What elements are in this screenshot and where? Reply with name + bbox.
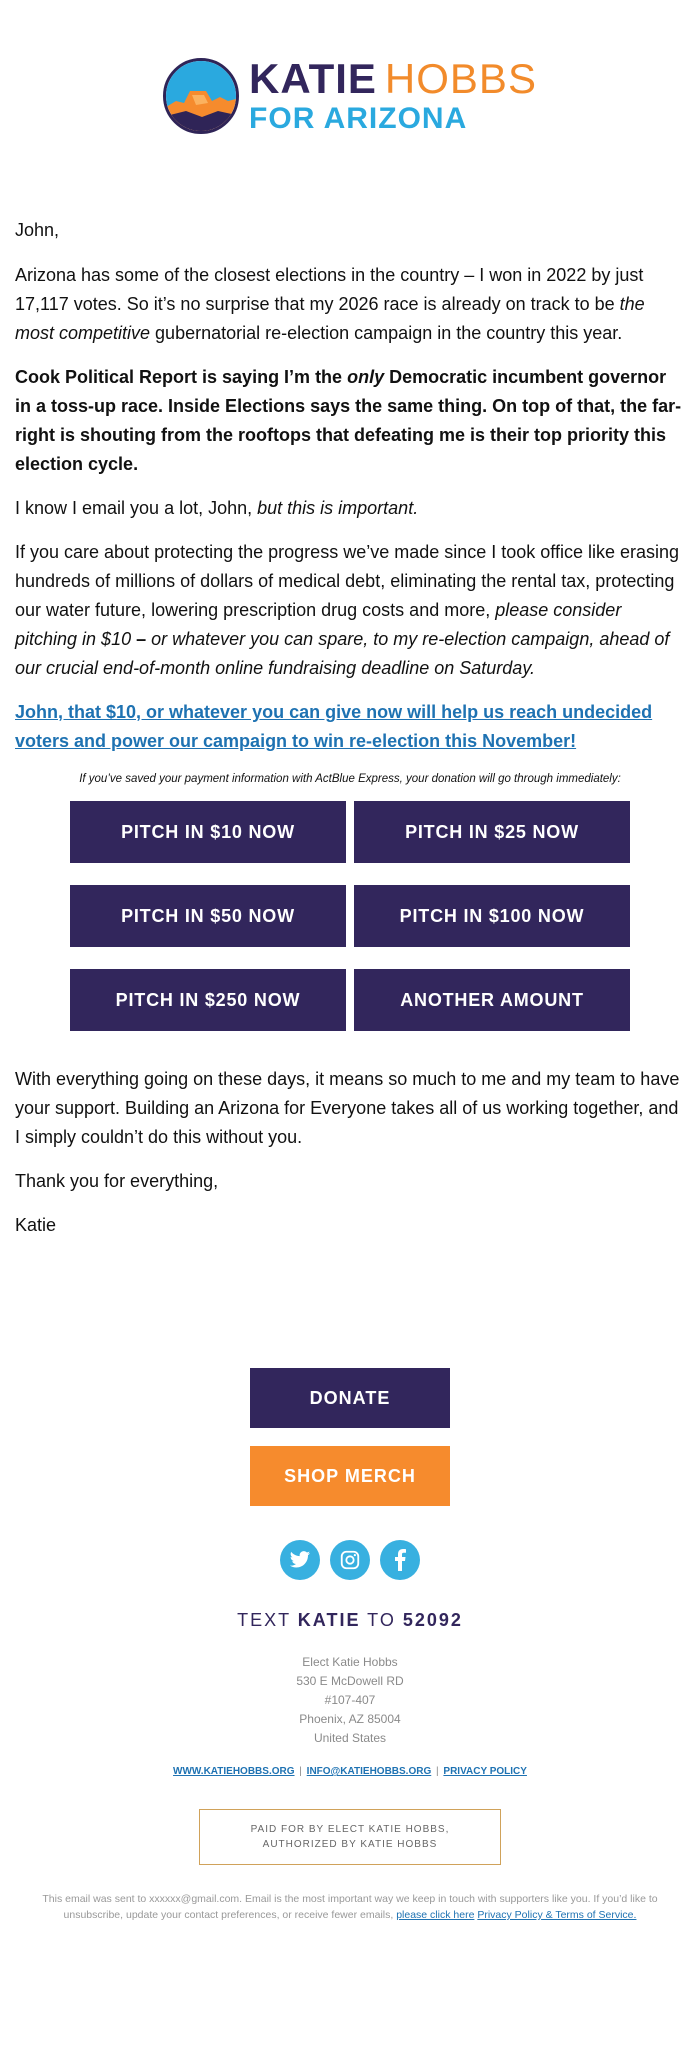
p4-italic-d: or whatever you can spare, to my re-election campaign, ahead of our crucial end-of-month online fundraising deadline on Saturday.: [15, 629, 670, 678]
shop-merch-button[interactable]: SHOP MERCH: [250, 1446, 450, 1506]
text-line-a: TEXT: [237, 1610, 298, 1630]
logo-last-name: HOBBS: [384, 55, 537, 102]
paid-line: PAID FOR BY ELECT KATIE HOBBS,: [250, 1824, 450, 1835]
paragraph-4: [15, 538, 685, 683]
pitch-in-50-button[interactable]: PITCH IN $50 NOW: [70, 885, 346, 947]
text-shortcode: 52092: [402, 1610, 463, 1630]
p2-text-a: Cook Political Report is saying I’m the: [15, 367, 348, 387]
another-amount-button[interactable]: ANOTHER AMOUNT: [354, 969, 630, 1031]
p3-italic: but this is important.: [257, 498, 419, 518]
address-line: Phoenix, AZ 85004: [299, 1712, 401, 1726]
unsubscribe-note: [22, 1891, 678, 1923]
twitter-icon[interactable]: [280, 1540, 320, 1580]
address-line: 530 E McDowell RD: [296, 1674, 404, 1688]
paragraph-1: [15, 261, 685, 348]
address-line: United States: [313, 1731, 387, 1745]
paid-for-disclaimer: [199, 1809, 501, 1865]
greeting: John,: [15, 220, 60, 240]
p1-text-a: Arizona has some of the closest elections in the country – I won in 2022 by just 17,117 votes. So it’s no surprise that my 2026 race is already on track to be: [15, 265, 644, 314]
paragraph-3: [15, 494, 685, 523]
p4-italic-b: please consider pitching in $10: [15, 600, 622, 649]
text-keyword: KATIE: [297, 1610, 361, 1630]
pitch-in-250-button[interactable]: PITCH IN $250 NOW: [70, 969, 346, 1031]
email-link[interactable]: INFO@KATIEHOBBS.ORG: [306, 1766, 432, 1777]
pitch-in-100-button[interactable]: PITCH IN $100 NOW: [354, 885, 630, 947]
p2-italic: only: [347, 367, 385, 387]
footer-links: WWW.KATIEHOBBS.ORG | INFO@KATIEHOBBS.ORG | PRIVACY POLICY: [173, 1766, 527, 1777]
p4-dash: –: [131, 629, 152, 649]
logo-subtitle: FOR ARIZONA: [249, 102, 468, 135]
unsubscribe-link[interactable]: please click here: [396, 1909, 475, 1921]
website-link[interactable]: WWW.KATIEHOBBS.ORG: [173, 1766, 295, 1777]
actblue-express-note: If you’ve saved your payment information with ActBlue Express, your donation will go through immediately:: [79, 773, 621, 785]
email-body: [0, 216, 700, 1240]
mailing-address: [0, 1653, 700, 1748]
paragraph-2: [15, 363, 685, 479]
signature: Katie: [15, 1215, 57, 1235]
address-line: #107-407: [324, 1693, 376, 1707]
donate-link[interactable]: John, that $10, or whatever you can give now will help us reach undecided voters and power our campaign to win re-election this November!: [15, 702, 653, 751]
instagram-icon[interactable]: [330, 1540, 370, 1580]
footer-buttons: [0, 1368, 700, 1506]
paragraph-6: Thank you for everything,: [15, 1171, 219, 1191]
donate-button[interactable]: DONATE: [250, 1368, 450, 1428]
privacy-policy-link[interactable]: PRIVACY POLICY: [443, 1766, 527, 1777]
disclaimer-text: This email was sent to xxxxxx@gmail.com. Email is the most important way we keep in touch with supporters like you. If you’d like to unsubscribe, update your contact preferences, or receive fewer emails,: [42, 1893, 658, 1921]
logo-first-name: KATIE: [249, 55, 377, 102]
campaign-logo[interactable]: [0, 0, 700, 156]
arizona-landscape-icon: [163, 58, 239, 134]
donation-button-grid: [70, 801, 630, 1031]
address-line: Elect Katie Hobbs: [302, 1655, 398, 1669]
paragraph-5: With everything going on these days, it means so much to me and my team to have your support. Building an Arizona for Everyone takes all of us working together, and I simply couldn’t do this without you.: [15, 1069, 680, 1147]
p1-italic: the most competitive: [15, 294, 645, 343]
pitch-in-10-button[interactable]: PITCH IN $10 NOW: [70, 801, 346, 863]
facebook-icon[interactable]: [380, 1540, 420, 1580]
p3-text-a: I know I email you a lot, John,: [15, 498, 258, 518]
terms-link[interactable]: Privacy Policy & Terms of Service.: [477, 1909, 637, 1921]
pitch-in-25-button[interactable]: PITCH IN $25 NOW: [354, 801, 630, 863]
p4-text-a: If you care about protecting the progress we’ve made since I took office like erasing hundreds of millions of dollars of medical debt, eliminating the rental tax, protecting our water future, lowering prescription drug costs and more,: [15, 542, 680, 620]
p2-text-c: Democratic incumbent governor in a toss-up race. Inside Elections says the same thing. On top of that, the far-right is shouting from the rooftops that defeating me is their top priority this election cycle.: [15, 367, 682, 474]
text-line-c: TO: [360, 1610, 403, 1630]
text-to-join: [0, 1610, 700, 1631]
p1-text-c: gubernatorial re-election campaign in the country this year.: [150, 323, 623, 343]
paid-line: AUTHORIZED BY KATIE HOBBS: [262, 1839, 438, 1850]
social-links: [0, 1540, 700, 1580]
